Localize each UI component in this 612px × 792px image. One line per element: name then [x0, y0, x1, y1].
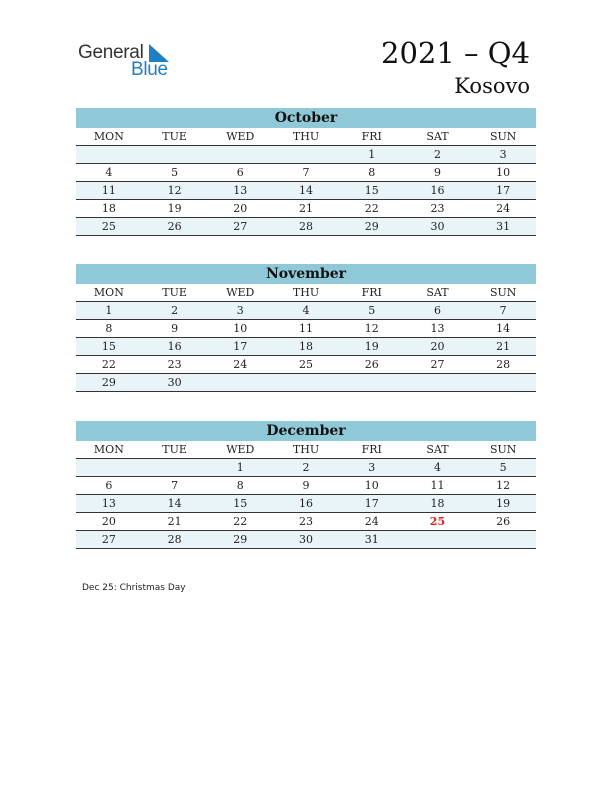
day-cell: 5 [171, 166, 179, 179]
week-row [76, 200, 536, 218]
weekday-label: TUE [162, 286, 187, 299]
day-cell: 17 [364, 497, 379, 510]
day-cell: 22 [101, 358, 116, 371]
day-cell: 24 [496, 202, 511, 215]
day-cell: 13 [101, 497, 116, 510]
holiday-note: Dec 25: Christmas Day [82, 583, 186, 593]
day-cell: 27 [233, 220, 248, 233]
day-cell: 15 [101, 340, 116, 353]
weekday-label: MON [93, 443, 124, 456]
day-cell: 9 [433, 166, 441, 179]
day-cell: 5 [368, 304, 376, 317]
day-cell: 26 [496, 515, 511, 528]
week-row [76, 320, 536, 338]
day-cell: 13 [233, 184, 248, 197]
week-row [76, 477, 536, 495]
weekday-row [76, 128, 536, 146]
day-cell: 8 [105, 322, 113, 335]
month-october [76, 108, 536, 236]
day-cell [470, 374, 536, 391]
day-cell: 23 [167, 358, 182, 371]
day-cell: 14 [299, 184, 314, 197]
day-cell: 29 [233, 533, 248, 546]
day-cell: 19 [496, 497, 511, 510]
week-row [76, 338, 536, 356]
day-cell: 27 [101, 533, 116, 546]
day-cell [339, 374, 405, 391]
day-cell: 20 [101, 515, 116, 528]
day-cell: 12 [167, 184, 182, 197]
month-december [76, 421, 536, 549]
week-row [76, 164, 536, 182]
weekday-label: THU [292, 286, 320, 299]
month-november [76, 264, 536, 392]
weekday-label: FRI [361, 130, 382, 143]
day-cell: 12 [496, 479, 511, 492]
country-name: Kosovo [454, 74, 530, 98]
logo-text-blue: Blue [131, 59, 168, 80]
day-cell: 23 [299, 515, 314, 528]
weekday-label: WED [226, 130, 255, 143]
day-cell: 13 [430, 322, 445, 335]
day-cell: 17 [496, 184, 511, 197]
page-title: 2021 – Q4 [381, 36, 530, 70]
day-cell: 23 [430, 202, 445, 215]
day-cell: 17 [233, 340, 248, 353]
day-cell: 7 [499, 304, 507, 317]
day-cell: 28 [496, 358, 511, 371]
weekday-label: WED [226, 443, 255, 456]
day-cell: 9 [302, 479, 310, 492]
day-cell: 20 [430, 340, 445, 353]
day-cell: 10 [496, 166, 511, 179]
day-cell: 3 [368, 461, 376, 474]
day-cell: 9 [171, 322, 179, 335]
day-cell: 8 [368, 166, 376, 179]
day-cell: 25 [101, 220, 116, 233]
weekday-label: MON [93, 130, 124, 143]
weekday-label: TUE [162, 130, 187, 143]
day-cell: 1 [368, 148, 376, 161]
week-row [76, 513, 536, 531]
day-cell: 8 [236, 479, 244, 492]
day-cell: 10 [233, 322, 248, 335]
day-cell: 16 [430, 184, 445, 197]
day-cell [470, 531, 536, 548]
day-cell [76, 146, 142, 163]
day-cell: 24 [364, 515, 379, 528]
week-row [76, 495, 536, 513]
day-cell: 14 [496, 322, 511, 335]
day-cell [142, 146, 208, 163]
day-cell: 7 [171, 479, 179, 492]
week-row [76, 374, 536, 392]
day-cell: 14 [167, 497, 182, 510]
holiday-day-cell: 25 [429, 515, 446, 528]
weekday-row [76, 284, 536, 302]
day-cell: 31 [364, 533, 379, 546]
generalblue-logo [78, 40, 178, 80]
day-cell: 16 [167, 340, 182, 353]
day-cell: 28 [167, 533, 182, 546]
day-cell [405, 374, 471, 391]
weekday-label: FRI [361, 443, 382, 456]
day-cell: 15 [233, 497, 248, 510]
day-cell: 18 [101, 202, 116, 215]
day-cell: 2 [433, 148, 441, 161]
week-row [76, 302, 536, 320]
day-cell [207, 146, 273, 163]
day-cell: 29 [101, 376, 116, 389]
day-cell: 11 [101, 184, 116, 197]
day-cell: 18 [430, 497, 445, 510]
day-cell: 19 [167, 202, 182, 215]
day-cell: 2 [302, 461, 310, 474]
week-row [76, 218, 536, 236]
weekday-label: SAT [426, 286, 449, 299]
day-cell: 15 [364, 184, 379, 197]
day-cell: 25 [299, 358, 314, 371]
day-cell: 11 [430, 479, 445, 492]
day-cell: 7 [302, 166, 310, 179]
month-header: November [76, 264, 536, 284]
day-cell: 11 [299, 322, 314, 335]
day-cell: 4 [302, 304, 310, 317]
day-cell: 12 [364, 322, 379, 335]
day-cell [405, 531, 471, 548]
day-cell: 30 [299, 533, 314, 546]
day-cell: 26 [167, 220, 182, 233]
day-cell: 6 [433, 304, 441, 317]
day-cell: 3 [499, 148, 507, 161]
weekday-label: FRI [361, 286, 382, 299]
day-cell: 4 [105, 166, 113, 179]
day-cell: 18 [299, 340, 314, 353]
day-cell [273, 146, 339, 163]
day-cell: 5 [499, 461, 507, 474]
day-cell [76, 459, 142, 476]
day-cell: 2 [171, 304, 179, 317]
day-cell [142, 459, 208, 476]
day-cell: 21 [299, 202, 314, 215]
weekday-label: WED [226, 286, 255, 299]
day-cell [273, 374, 339, 391]
day-cell: 1 [105, 304, 113, 317]
day-cell: 30 [167, 376, 182, 389]
day-cell: 30 [430, 220, 445, 233]
weekday-label: SUN [489, 286, 517, 299]
day-cell: 22 [233, 515, 248, 528]
weekday-label: SAT [426, 130, 449, 143]
weekday-label: SUN [489, 443, 517, 456]
weekday-row [76, 441, 536, 459]
day-cell [207, 374, 273, 391]
month-header: December [76, 421, 536, 441]
week-row [76, 356, 536, 374]
day-cell: 19 [364, 340, 379, 353]
weekday-label: THU [292, 130, 320, 143]
day-cell: 27 [430, 358, 445, 371]
weekday-label: SUN [489, 130, 517, 143]
day-cell: 20 [233, 202, 248, 215]
weekday-label: THU [292, 443, 320, 456]
day-cell: 31 [496, 220, 511, 233]
week-row [76, 531, 536, 549]
day-cell: 22 [364, 202, 379, 215]
day-cell: 6 [236, 166, 244, 179]
logo-text-general: General [78, 42, 144, 63]
day-cell: 21 [496, 340, 511, 353]
day-cell: 4 [433, 461, 441, 474]
day-cell: 6 [105, 479, 113, 492]
day-cell: 3 [236, 304, 244, 317]
week-row [76, 182, 536, 200]
week-row [76, 146, 536, 164]
day-cell: 16 [299, 497, 314, 510]
day-cell: 10 [364, 479, 379, 492]
week-row [76, 459, 536, 477]
day-cell: 28 [299, 220, 314, 233]
weekday-label: SAT [426, 443, 449, 456]
day-cell: 29 [364, 220, 379, 233]
weekday-label: TUE [162, 443, 187, 456]
day-cell: 21 [167, 515, 182, 528]
day-cell: 1 [236, 461, 244, 474]
month-header: October [76, 108, 536, 128]
day-cell: 26 [364, 358, 379, 371]
weekday-label: MON [93, 286, 124, 299]
day-cell: 24 [233, 358, 248, 371]
